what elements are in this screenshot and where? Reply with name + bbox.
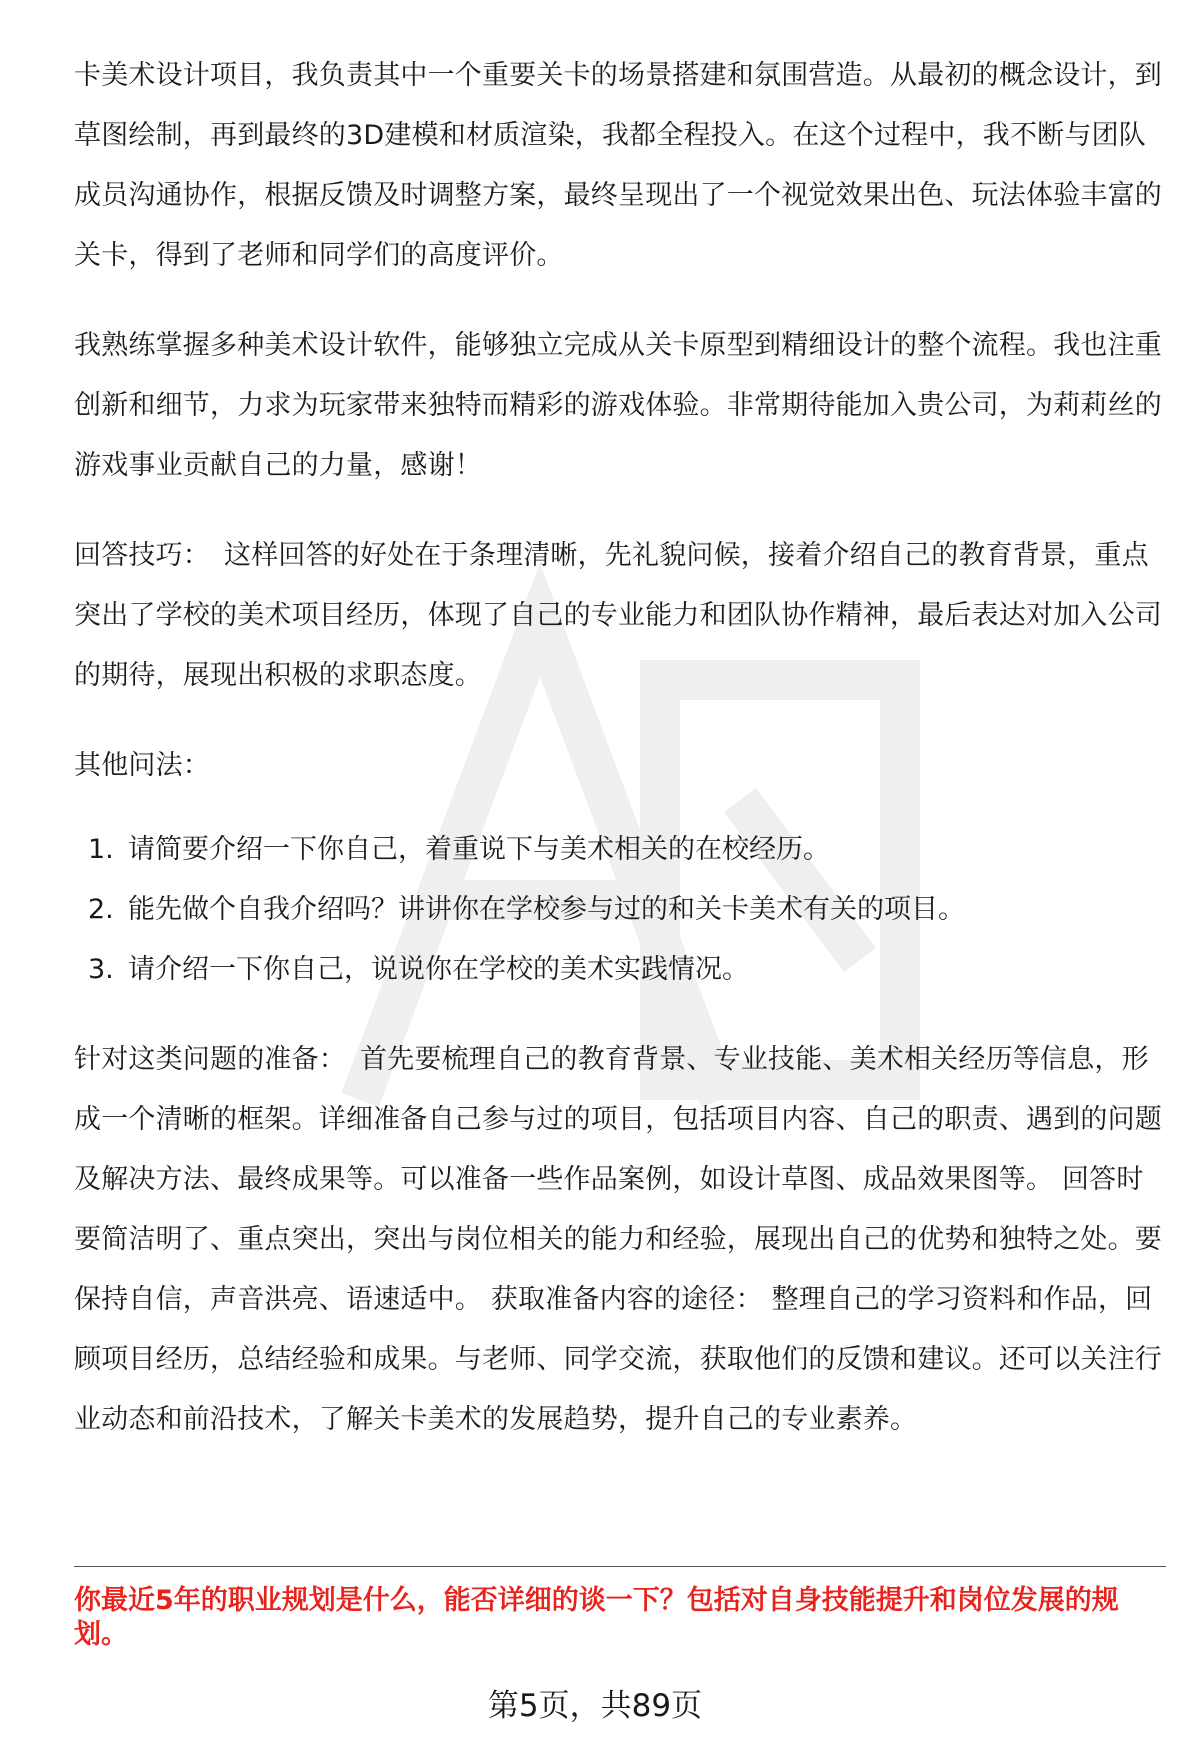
other-questions-list: [74, 820, 1166, 1000]
list-item: [74, 880, 1166, 940]
list-number: 3.: [88, 954, 114, 985]
list-item-text: 请介绍一下你自己，说说你在学校的美术实践情况。: [128, 954, 749, 985]
next-question-heading: 你最近5年的职业规划是什么，能否详细的谈一下？包括对自身技能提升和岗位发展的规划。: [74, 1585, 1119, 1650]
tips-text: 这样回答的好处在于条理清晰，先礼貌问候，接着介绍自己的教育背景，重点突出了学校的美术项目经历，体现了自己的专业能力和团队协作精神，最后表达对加入公司的期待，展现出积极的求职态度。: [74, 540, 1162, 691]
list-item-text: 请简要介绍一下你自己，着重说下与美术相关的在校经历。: [128, 834, 830, 865]
answer-tips: [74, 526, 1166, 706]
preparation-label: 针对这类问题的准备：: [74, 1044, 346, 1075]
list-number: 1.: [88, 834, 114, 865]
paragraph-project: 卡美术设计项目，我负责其中一个重要关卡的场景搭建和氛围营造。从最初的概念设计，到草图绘制，再到最终的3D建模和材质渲染，我都全程投入。在这个过程中，我不断与团队成员沟通协作，根据反馈及时调整方案，最终呈现出了一个视觉效果出色、玩法体验丰富的关卡，得到了老师和同学们的高度评价。: [74, 60, 1162, 271]
tips-label: 回答技巧：: [74, 540, 210, 571]
section-divider: [74, 1566, 1166, 1567]
paragraph-skills: 我熟练掌握多种美术设计软件，能够独立完成从关卡原型到精细设计的整个流程。我也注重创新和细节，力求为玩家带来独特而精彩的游戏体验。非常期待能加入贵公司，为莉莉丝的游戏事业贡献自己的力量，感谢！: [74, 330, 1162, 481]
preparation: [74, 1030, 1166, 1450]
list-item: [74, 940, 1166, 1000]
other-questions-label: 其他问法：: [74, 750, 210, 781]
list-item-text: 能先做个自我介绍吗？讲讲你在学校参与过的和关卡美术有关的项目。: [128, 894, 965, 925]
document-body: [74, 46, 1166, 1450]
page-footer: 第5页，共89页: [487, 1688, 703, 1724]
list-number: 2.: [88, 894, 114, 925]
preparation-text: 首先要梳理自己的教育背景、专业技能、美术相关经历等信息，形成一个清晰的框架。详细准备自己参与过的项目，包括项目内容、自己的职责、遇到的问题及解决方法、最终成果等。可以准备一些作品案例，如设计草图、成品效果图等。 回答时要简洁明了、重点突出，突出与岗位相关的能力和经验，展现出自己的优势和独特之处。要保持自信，声音洪亮、语速适中。 获取准备内容的途径： 整理自己的学习资料和作品，回顾项目经历，总结经验和成果。与老师、同学交流，获取他们的反馈和建议。还可以关注行业动态和前沿技术，了解关卡美术的发展趋势，提升自己的专业素养。: [74, 1044, 1162, 1435]
list-item: [74, 820, 1166, 880]
